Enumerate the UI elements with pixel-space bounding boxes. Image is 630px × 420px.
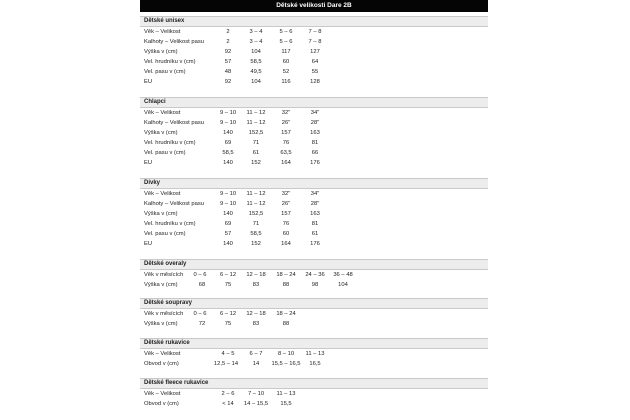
size-cell: 176: [310, 160, 320, 166]
size-row: [140, 359, 488, 369]
row-label: Věk v měsících: [144, 311, 184, 317]
size-row: [140, 108, 488, 118]
size-cell: 57: [224, 59, 232, 65]
size-cell: 2: [226, 39, 230, 45]
row-label: Obvod v (cm): [144, 361, 179, 367]
row-label: Vel. hrudníku v (cm): [144, 221, 196, 227]
row-label: Kalhoty – Velikost pasu: [144, 201, 204, 207]
size-cell: 127: [310, 49, 320, 55]
size-cell: 3 – 4: [249, 29, 263, 35]
size-cell: 104: [338, 282, 348, 288]
size-cell: 11 – 12: [246, 120, 266, 126]
size-row: [140, 138, 488, 148]
size-cell: 12 – 18: [246, 311, 266, 317]
row-label: Výška v (cm): [144, 49, 178, 55]
size-cell: 26": [281, 120, 291, 126]
size-cell: 66: [311, 150, 319, 156]
size-cell: 26": [281, 201, 291, 207]
size-cell: 164: [281, 160, 291, 166]
size-cell: 157: [281, 211, 291, 217]
size-cell: 176: [310, 241, 320, 247]
row-label: Výška v (cm): [144, 282, 178, 288]
row-label: Výška v (cm): [144, 130, 178, 136]
section-6: [140, 378, 488, 409]
size-row: [140, 27, 488, 37]
size-cell: 61: [252, 150, 260, 156]
row-label: Věk – Velikost: [144, 110, 181, 116]
size-cell: 75: [224, 321, 232, 327]
size-cell: 140: [223, 160, 233, 166]
row-label: Vel. pasu v (cm): [144, 231, 186, 237]
row-label: Kalhoty – Velikost pasu: [144, 120, 204, 126]
size-cell: 16,5: [309, 361, 321, 367]
size-row: [140, 189, 488, 199]
size-cell: 92: [224, 49, 232, 55]
size-cell: 69: [224, 140, 232, 146]
size-cell: 116: [281, 79, 291, 85]
size-cell: < 14: [222, 401, 234, 407]
size-row: [140, 389, 488, 399]
size-cell: 61: [311, 231, 319, 237]
section-0: [140, 16, 488, 87]
size-cell: 12,5 – 14: [213, 361, 239, 367]
row-label: EU: [144, 241, 153, 247]
size-cell: 92: [224, 79, 232, 85]
row-label: Výška v (cm): [144, 211, 178, 217]
size-cell: 9 – 10: [219, 191, 237, 197]
size-cell: 15,5: [280, 401, 292, 407]
size-row: [140, 158, 488, 168]
size-cell: 34": [310, 110, 320, 116]
size-cell: 11 – 13: [305, 351, 325, 357]
size-cell: 104: [251, 49, 261, 55]
size-cell: 0 – 6: [193, 311, 207, 317]
size-row: [140, 219, 488, 229]
size-cell: 71: [252, 140, 260, 146]
size-cell: 152: [251, 241, 261, 247]
size-cell: 6 – 7: [249, 351, 263, 357]
size-cell: 6 – 12: [219, 272, 237, 278]
size-row: [140, 57, 488, 67]
size-cell: 12 – 18: [246, 272, 266, 278]
section-heading: Dívky: [140, 178, 488, 189]
size-cell: 69: [224, 221, 232, 227]
size-cell: 0 – 6: [193, 272, 207, 278]
size-cell: 57: [224, 231, 232, 237]
size-cell: 11 – 12: [246, 110, 266, 116]
row-label: Obvod v (cm): [144, 401, 179, 407]
size-cell: 164: [281, 241, 291, 247]
size-cell: 4 – 5: [221, 351, 235, 357]
size-cell: 9 – 10: [219, 201, 237, 207]
size-cell: 24 – 36: [305, 272, 325, 278]
size-cell: 163: [310, 130, 320, 136]
section-heading: Dětské soupravy: [140, 298, 488, 309]
size-row: [140, 209, 488, 219]
size-cell: 152,5: [248, 211, 264, 217]
size-cell: 11 – 13: [276, 391, 296, 397]
size-row: [140, 239, 488, 249]
size-row: [140, 319, 488, 329]
row-label: Vel. hrudníku v (cm): [144, 59, 196, 65]
section-heading: Dětské overaly: [140, 259, 488, 270]
row-label: Věk v měsících: [144, 272, 184, 278]
size-cell: 75: [224, 282, 232, 288]
size-cell: 18 – 24: [276, 311, 296, 317]
size-cell: 32": [281, 191, 291, 197]
size-cell: 7 – 8: [308, 39, 322, 45]
size-row: [140, 118, 488, 128]
size-cell: 76: [282, 140, 290, 146]
size-row: [140, 128, 488, 138]
size-cell: 7 – 10: [247, 391, 265, 397]
size-cell: 152: [251, 160, 261, 166]
size-cell: 5 – 6: [279, 29, 293, 35]
size-cell: 140: [223, 241, 233, 247]
size-cell: 48: [224, 69, 232, 75]
size-row: [140, 148, 488, 158]
size-cell: 52: [282, 69, 290, 75]
size-cell: 18 – 24: [276, 272, 296, 278]
size-cell: 71: [252, 221, 260, 227]
size-cell: 83: [252, 321, 260, 327]
size-cell: 49,5: [250, 69, 262, 75]
size-cell: 83: [252, 282, 260, 288]
size-cell: 68: [198, 282, 206, 288]
section-2: [140, 178, 488, 249]
size-row: [140, 67, 488, 77]
size-cell: 72: [198, 321, 206, 327]
size-cell: 32": [281, 110, 291, 116]
size-cell: 7 – 8: [308, 29, 322, 35]
row-label: Věk – Velikost: [144, 29, 181, 35]
size-cell: 117: [281, 49, 291, 55]
row-label: Věk – Velikost: [144, 351, 181, 357]
size-cell: 2 – 6: [221, 391, 235, 397]
size-cell: 88: [282, 321, 290, 327]
size-cell: 98: [311, 282, 319, 288]
section-4: [140, 298, 488, 329]
size-cell: 15,5 – 16,5: [271, 361, 301, 367]
size-cell: 3 – 4: [249, 39, 263, 45]
size-chart: [140, 0, 488, 420]
size-cell: 58,5: [250, 59, 262, 65]
size-cell: 58,5: [222, 150, 234, 156]
size-cell: 58,5: [250, 231, 262, 237]
size-cell: 34": [310, 191, 320, 197]
size-cell: 152,5: [248, 130, 264, 136]
size-cell: 60: [282, 231, 290, 237]
row-label: Věk – Velikost: [144, 191, 181, 197]
size-cell: 76: [282, 221, 290, 227]
row-label: Věk – Velikost: [144, 391, 181, 397]
size-row: [140, 399, 488, 409]
size-cell: 128: [310, 79, 320, 85]
size-cell: 2: [226, 29, 230, 35]
size-cell: 81: [311, 140, 319, 146]
section-5: [140, 338, 488, 369]
section-1: [140, 97, 488, 168]
row-label: EU: [144, 79, 153, 85]
section-heading: Chlapci: [140, 97, 488, 108]
size-cell: 14 – 15,5: [243, 401, 269, 407]
size-cell: 36 – 48: [333, 272, 353, 278]
size-cell: 11 – 12: [246, 191, 266, 197]
size-cell: 88: [282, 282, 290, 288]
size-cell: 60: [282, 59, 290, 65]
size-cell: 11 – 12: [246, 201, 266, 207]
size-row: [140, 280, 488, 290]
size-cell: 28": [310, 201, 320, 207]
size-cell: 104: [251, 79, 261, 85]
row-label: Vel. pasu v (cm): [144, 69, 186, 75]
size-cell: 8 – 10: [277, 351, 295, 357]
size-row: [140, 270, 488, 280]
section-heading: Dětské fleece rukavice: [140, 378, 488, 389]
section-heading: Dětské unisex: [140, 16, 488, 27]
size-cell: 64: [311, 59, 319, 65]
size-cell: 14: [252, 361, 260, 367]
section-3: [140, 259, 488, 290]
chart-title: Dětské velikosti Dare 2B: [140, 0, 488, 12]
size-row: [140, 47, 488, 57]
size-cell: 140: [223, 130, 233, 136]
size-cell: 9 – 10: [219, 120, 237, 126]
size-cell: 81: [311, 221, 319, 227]
row-label: Výška v (cm): [144, 321, 178, 327]
section-heading: Dětské rukavice: [140, 338, 488, 349]
size-row: [140, 199, 488, 209]
size-cell: 157: [281, 130, 291, 136]
size-cell: 55: [311, 69, 319, 75]
size-row: [140, 37, 488, 47]
size-cell: 63,5: [280, 150, 292, 156]
size-cell: 5 – 6: [279, 39, 293, 45]
row-label: Vel. pasu v (cm): [144, 150, 186, 156]
size-cell: 163: [310, 211, 320, 217]
size-cell: 9 – 10: [219, 110, 237, 116]
size-row: [140, 309, 488, 319]
row-label: Kalhoty – Velikost pasu: [144, 39, 204, 45]
row-label: Vel. hrudníku v (cm): [144, 140, 196, 146]
size-cell: 140: [223, 211, 233, 217]
size-row: [140, 349, 488, 359]
row-label: EU: [144, 160, 153, 166]
size-cell: 28": [310, 120, 320, 126]
size-row: [140, 229, 488, 239]
size-cell: 6 – 12: [219, 311, 237, 317]
size-row: [140, 77, 488, 87]
